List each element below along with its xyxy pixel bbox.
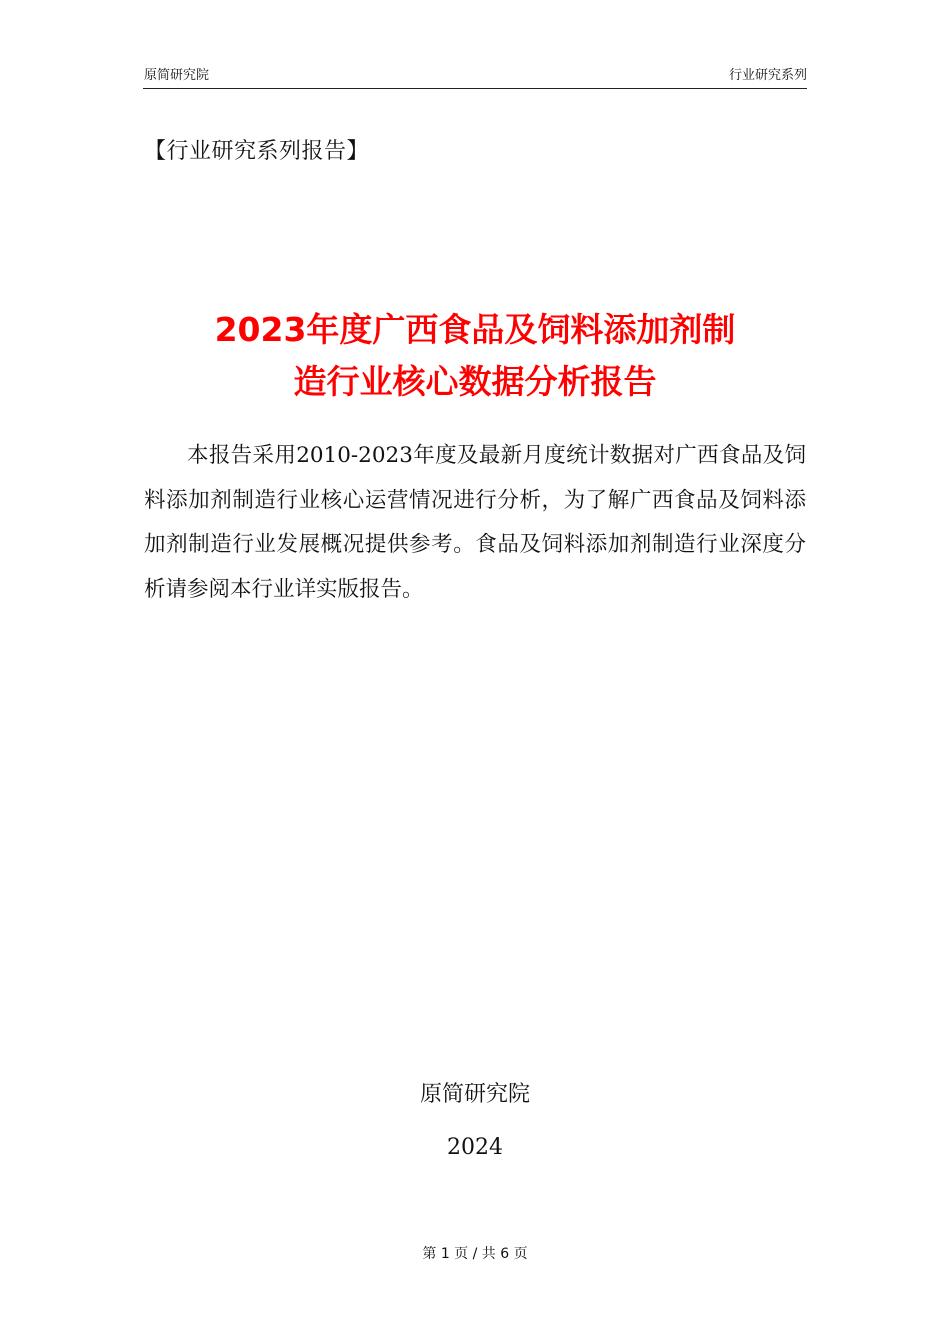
header-organization: 原简研究院 [144, 68, 210, 83]
intro-paragraph: 本报告采用2010-2023年度及最新月度统计数据对广西食品及饲料添加剂制造行业核心运营情况进行分析，为了解广西食品及饲料添加剂制造行业发展概况提供参考。食品及饲料添加剂制造行业深度分析请参阅本行业详实版报告。 [144, 443, 806, 602]
footer-organization: 原简研究院 [419, 1082, 530, 1107]
header-divider [143, 88, 807, 89]
report-title [120, 304, 830, 408]
series-tag: 【行业研究系列报告】 [144, 139, 370, 164]
header-series: 行业研究系列 [728, 68, 807, 83]
report-title-line-1: 2023年度广西食品及饲料添加剂制 [214, 310, 736, 349]
page-number: 第 1 页 / 共 6 页 [422, 1246, 528, 1262]
report-title-line-2: 造行业核心数据分析报告 [293, 362, 657, 401]
footer-year: 2024 [447, 1135, 503, 1160]
